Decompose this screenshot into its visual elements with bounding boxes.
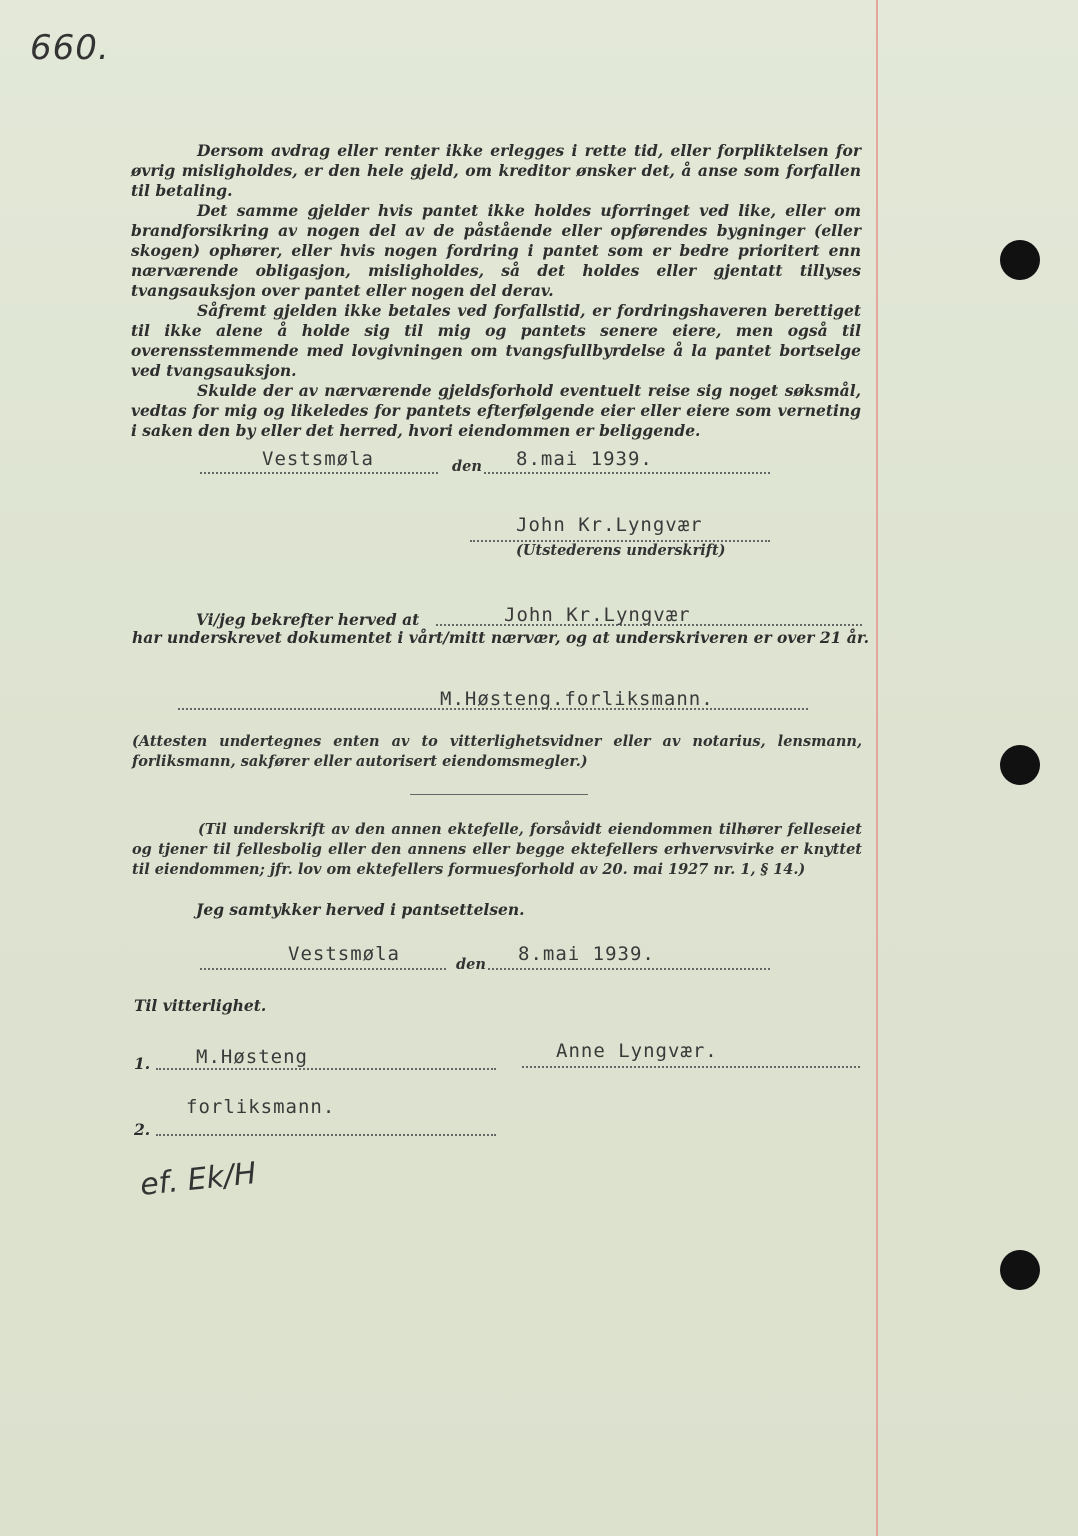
den-label: den — [456, 956, 486, 973]
dotted-line — [156, 1134, 496, 1136]
punch-hole — [1000, 240, 1040, 280]
spouse-signature: Anne Lyngvær. — [556, 1040, 718, 1062]
place-field: Vestsmøla — [288, 943, 400, 965]
punch-hole — [1000, 1250, 1040, 1290]
page-number: 660. — [30, 28, 110, 68]
paragraph: Såfremt gjelden ikke betales ved forfallstid, er fordringshaveren berettiget til ikke alene å holde sig til mig og pantets senere eiere, men også til overensstemmende med lovgivningen om tvangsfullbyrdelse å la pantet bortselge ved tvangsauksjon. — [131, 301, 861, 380]
dotted-line — [156, 1068, 496, 1070]
dotted-line — [484, 472, 770, 474]
dotted-line — [488, 968, 770, 970]
issuer-signature: John Kr.Lyngvær — [516, 514, 703, 536]
til-vitterlighet: Til vitterlighet. — [134, 996, 267, 1015]
place-field: Vestsmøla — [262, 448, 374, 470]
spouse-note: (Til underskrift av den annen ektefelle, forsåvidt eiendommen tilhører felleseiet og tjener til fellesbolig eller den annens eller begge ektefellers erhvervsvirke er knyttet til eiendommen; jfr. lov om ektefellers formuesforhold av 20. mai 1927 nr. 1, § 14.) — [132, 821, 862, 878]
punch-hole — [1000, 745, 1040, 785]
consent-text: Jeg samtykker herved i pantsettelsen. — [196, 900, 525, 919]
witness-1-name: M.Høsteng — [196, 1046, 308, 1068]
witness-1-title: forliksmann. — [186, 1096, 336, 1118]
paragraph: Dersom avdrag eller renter ikke erlegges i rette tid, eller forpliktelsen for øvrig misligholdes, er den hele gjeld, om kreditor ønsker det, å anse som forfallen til betaling. — [131, 141, 861, 200]
confirm-name: John Kr.Lyngvær — [504, 604, 691, 626]
dotted-line — [200, 472, 438, 474]
confirm-line: har underskrevet dokumentet i vårt/mitt nærvær, og at underskriveren er over 21 år. — [132, 628, 869, 647]
paragraph: Skulde der av nærværende gjeldsforhold eventuelt reise sig noget søksmål, vedtas for mig og likeledes for pantets efterfølgende eier eller eiere som verneting i saken den by eller det herred, hvori eiendommen er beliggende. — [131, 381, 861, 440]
issuer-caption: (Utstederens underskrift) — [516, 542, 726, 559]
date-field: 8.mai 1939. — [516, 448, 653, 470]
witness-signature: M.Høsteng.forliksmann. — [440, 688, 714, 710]
margin-note: ef. Ek/H — [138, 1156, 259, 1203]
dotted-line — [522, 1066, 860, 1068]
attest-note: (Attesten undertegnes enten av to vitterlighetsvidner eller av notarius, lensmann, forliksmann, sakfører eller autorisert eiendomsmegler.) — [132, 733, 862, 770]
margin-line — [876, 0, 878, 1536]
date-field: 8.mai 1939. — [518, 943, 655, 965]
terms-text — [131, 141, 861, 441]
witness-number: 1. — [134, 1054, 151, 1073]
divider — [410, 794, 588, 795]
dotted-line — [200, 968, 446, 970]
witness-number: 2. — [134, 1120, 151, 1139]
den-label: den — [452, 458, 482, 475]
paragraph: Det samme gjelder hvis pantet ikke holdes uforringet ved like, eller om brandforsikring av nogen del av de påstående eller opførendes bygninger (eller skogen) ophører, eller hvis nogen fordring i pantet som er bedre prioritert enn nærværende obligasjon, misligholdes, så det holdes eller gjentatt tillyses tvangsauksjon over pantet eller nogen del derav. — [131, 201, 861, 300]
confirm-prefix: Vi/jeg bekrefter herved at — [196, 610, 420, 629]
